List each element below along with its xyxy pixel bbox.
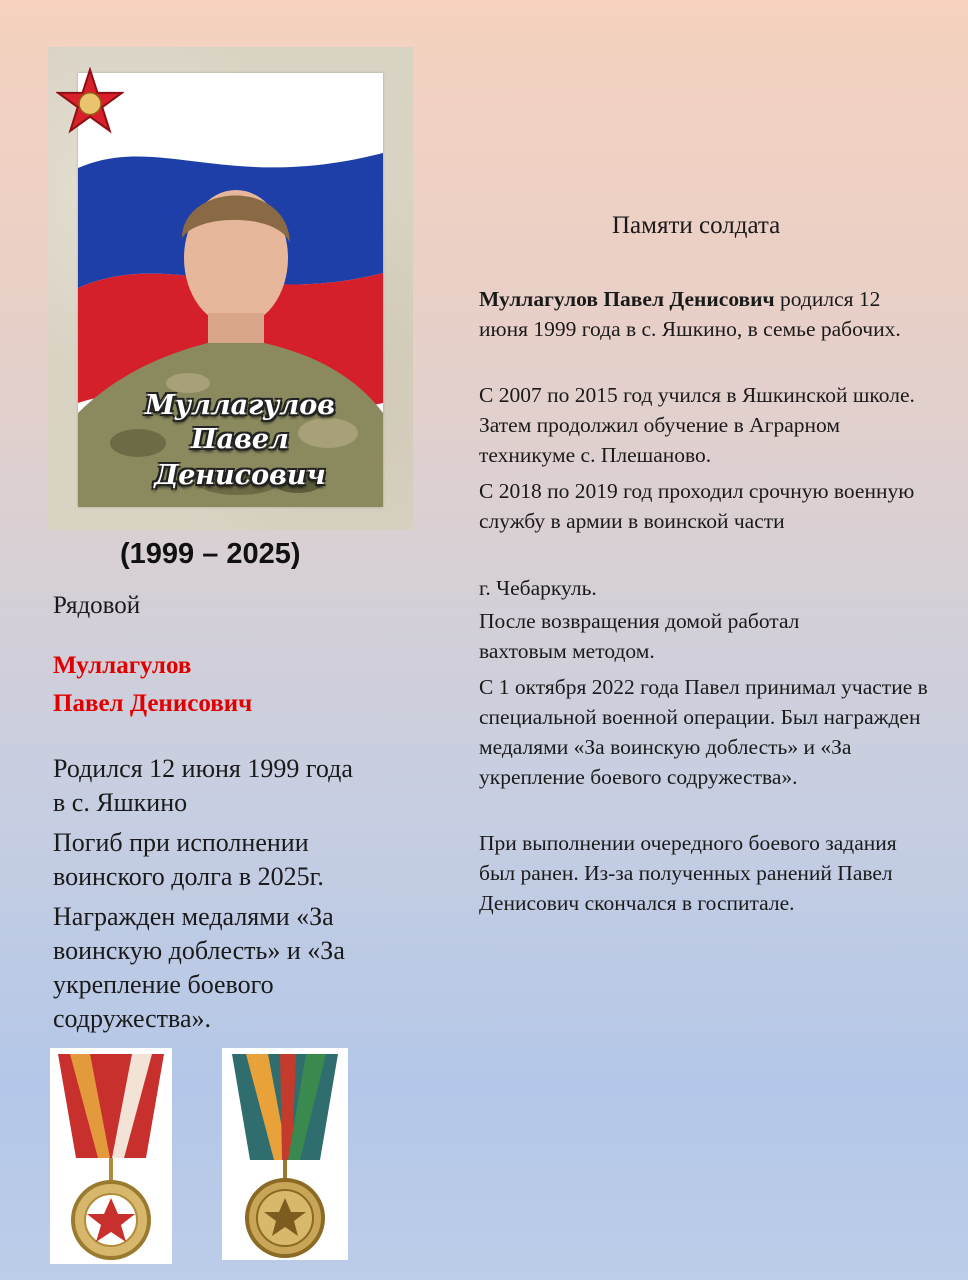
red-name-given: Павел Денисович	[53, 690, 253, 717]
medal-cooperation	[222, 1048, 348, 1260]
portrait-photo	[78, 73, 383, 507]
red-star-icon	[56, 67, 124, 135]
rank: Рядовой	[53, 592, 141, 619]
right-paragraph-work: После возвращения домой работал вахтовым методом.	[479, 609, 800, 663]
portrait-name-line-1: Муллагулов	[145, 390, 335, 421]
intro-name: Муллагулов Павел Денисович	[479, 287, 775, 311]
right-paragraph-school: С 2007 по 2015 год учился в Яшкинской школе. Затем продолжил обучение в Аграрном техникуме с. Плешаново.	[479, 383, 915, 467]
right-paragraph-operation: С 1 октября 2022 года Павел принимал участие в специальной военной операции. Был награжден медалями «За воинскую доблесть» и «За укрепление боевого содружества».	[479, 675, 928, 789]
medal-valor-icon	[50, 1048, 172, 1264]
left-paragraph-awards: Награжден медалями «За воинскую доблесть» и «За укрепление боевого содружества».	[53, 902, 345, 1033]
portrait-name-line-2: Павел	[191, 424, 289, 455]
medal-cooperation-icon	[222, 1048, 348, 1260]
left-paragraph-died: Погиб при исполнении воинского долга в 2025г.	[53, 828, 324, 891]
life-years: (1999 – 2025)	[120, 538, 301, 570]
right-paragraph-service: С 2018 по 2019 год проходил срочную военную службу в армии в воинской части	[479, 479, 915, 533]
red-name-surname: Муллагулов	[53, 652, 192, 679]
right-paragraph-death: При выполнении очередного боевого задания был ранен. Из-за полученных ранений Павел Денисович скончался в госпитале.	[479, 831, 897, 915]
right-paragraph-city: г. Чебаркуль.	[479, 576, 597, 600]
left-paragraph-born: Родился 12 июня 1999 года в с. Яшкино	[53, 754, 353, 817]
right-intro	[479, 284, 929, 344]
intro-rest: родился 12 июня 1999 года в с. Яшкино, в семье рабочих.	[479, 287, 901, 341]
memorial-title: Памяти солдата	[612, 212, 781, 239]
portrait-card	[48, 47, 413, 530]
portrait-name-line-3: Денисович	[154, 460, 326, 491]
medal-valor	[50, 1048, 172, 1264]
